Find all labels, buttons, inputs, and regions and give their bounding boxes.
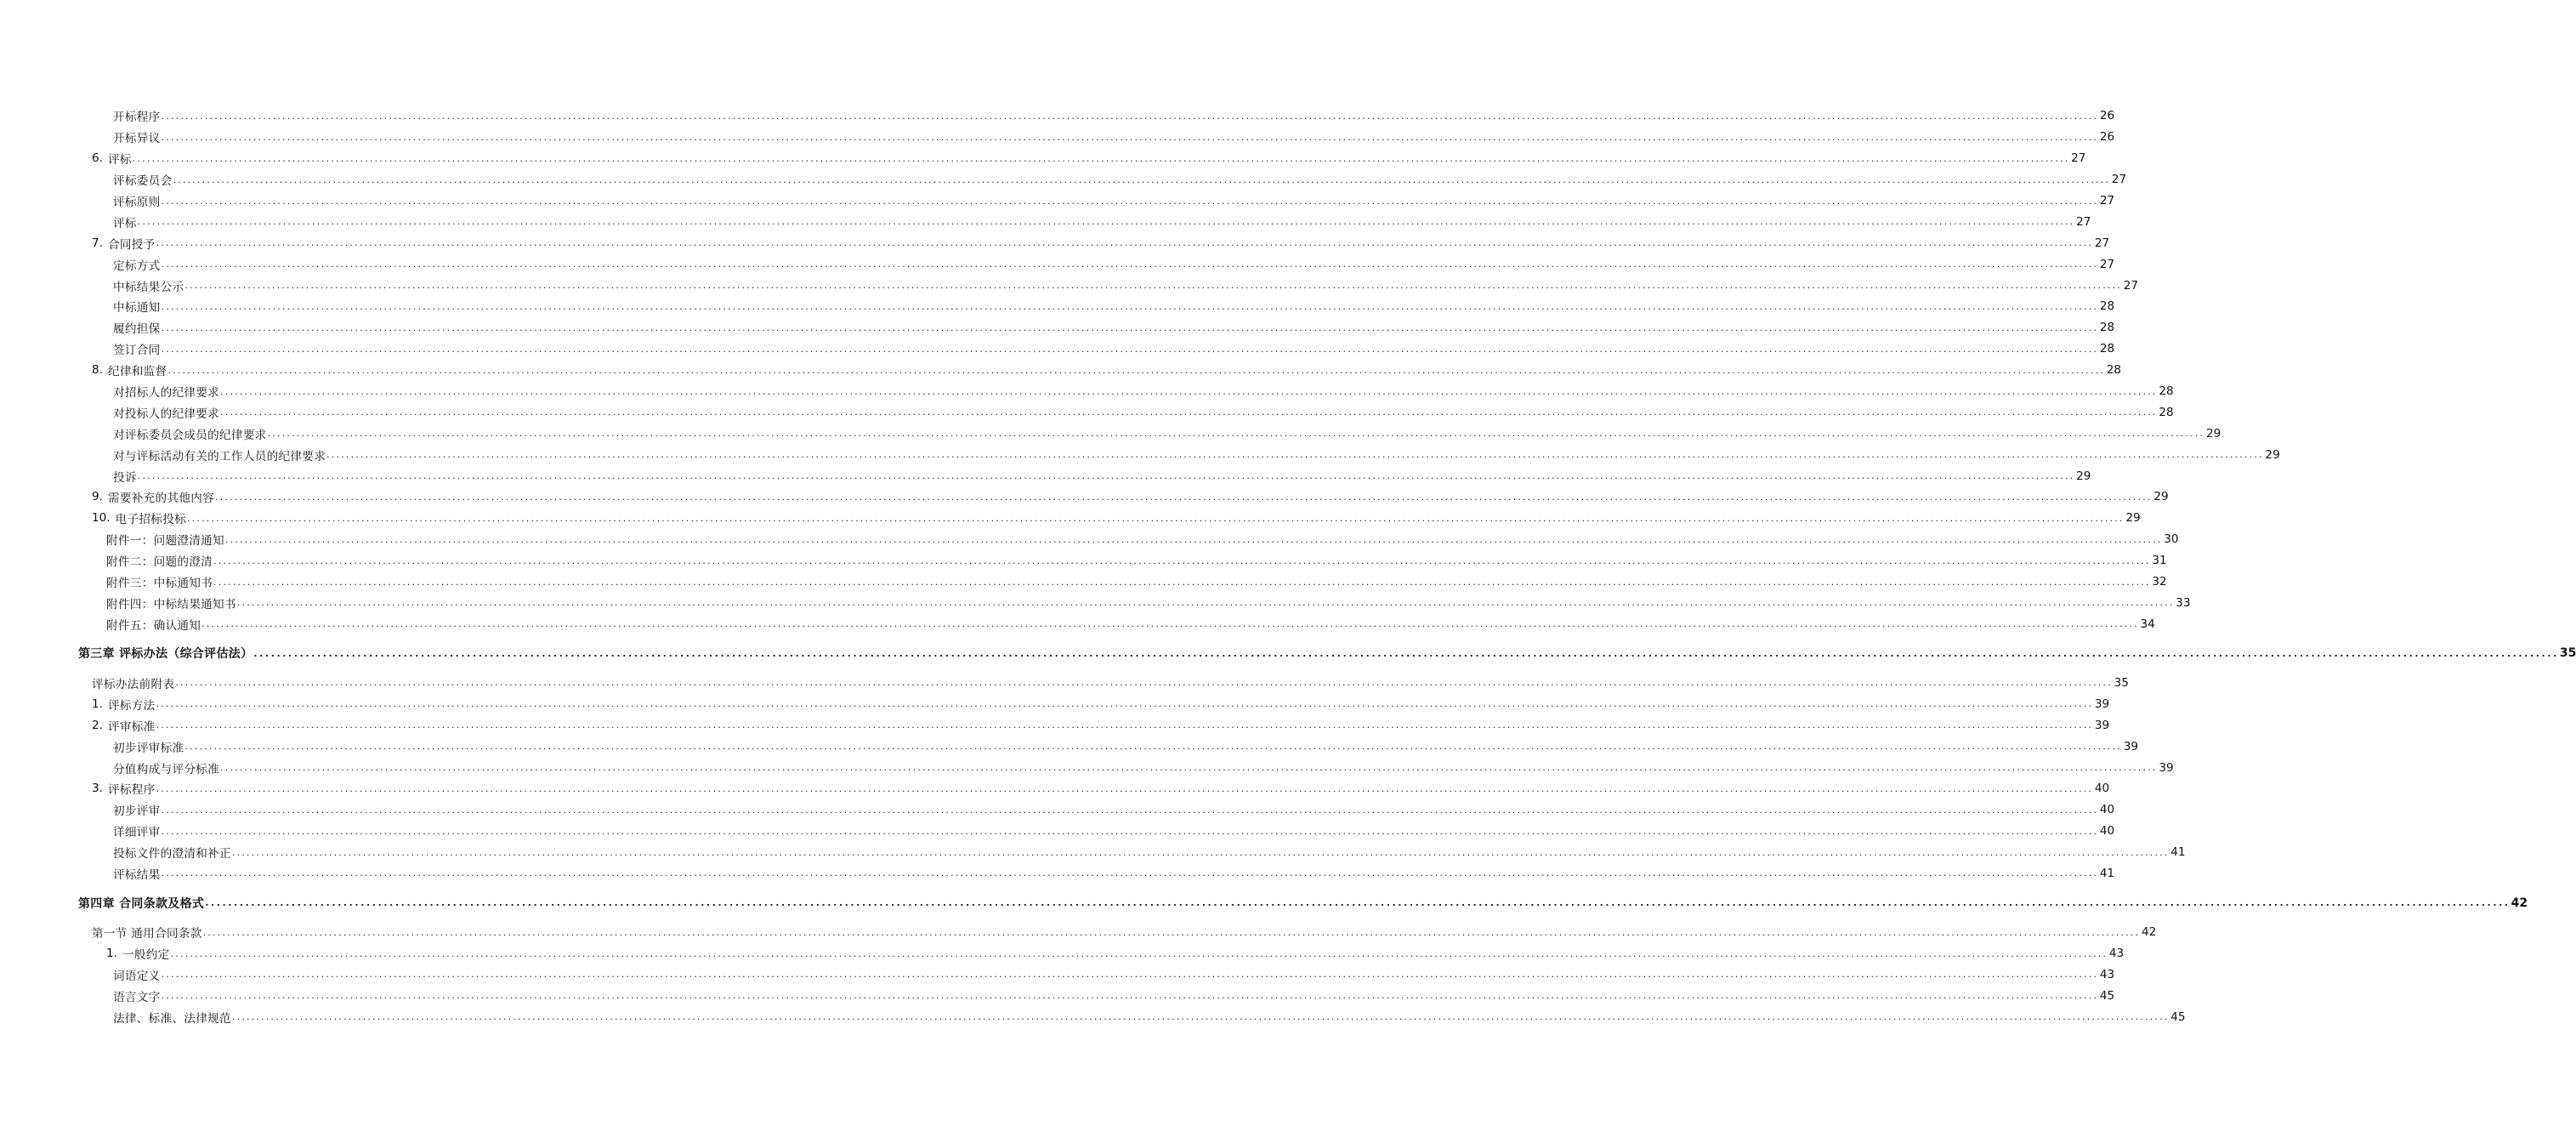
toc-entry-label: 附件二：问题的澄清 — [106, 555, 213, 570]
toc-entry-row[interactable] — [0, 821, 2115, 842]
toc-page-number: 39 — [2123, 739, 2139, 753]
toc-page-number: 30 — [2164, 532, 2179, 547]
toc-entry-row[interactable] — [0, 529, 2179, 550]
toc-dot-leader: ................................................................................................................................................................................................................................................................................................................................................................................................................ — [213, 554, 2151, 566]
toc-entry-row[interactable] — [0, 736, 2139, 757]
toc-page-number: 40 — [2099, 803, 2115, 817]
toc-dot-leader: ................................................................................................................................................................................................................................................................................................................................................................................................................ — [161, 343, 2099, 355]
toc-page-number: 35 — [2559, 646, 2576, 661]
toc-entry-number: 10. — [92, 511, 111, 526]
toc-dot-leader: ................................................................................................................................................................................................................................................................................................................................................................................................................ — [220, 762, 2158, 774]
toc-page-number: 42 — [2142, 925, 2157, 940]
toc-dot-leader: ................................................................................................................................................................................................................................................................................................................................................................................................................ — [161, 195, 2099, 207]
toc-entry-row[interactable] — [0, 296, 2115, 317]
toc-page-number: 43 — [2099, 967, 2115, 981]
toc-page-number: 43 — [2108, 947, 2125, 961]
toc-entry-row[interactable] — [0, 508, 2141, 529]
toc-dot-leader: ................................................................................................................................................................................................................................................................................................................................................................................................................ — [167, 364, 2106, 376]
toc-entry-row[interactable] — [0, 401, 2174, 423]
toc-entry-number: 6. — [92, 151, 103, 166]
toc-entry-label: 语言文字 — [113, 990, 161, 1004]
toc-entry-label: 法律、标准、法律规范 — [113, 1011, 231, 1026]
toc-dot-leader: ................................................................................................................................................................................................................................................................................................................................................................................................................ — [161, 259, 2099, 270]
toc-page-number: 28 — [2106, 363, 2122, 378]
toc-entry-label: 开标异议 — [113, 132, 161, 146]
toc-entry-row[interactable] — [0, 778, 2110, 799]
toc-entry-row[interactable] — [0, 360, 2122, 381]
toc-entry-label: 开标程序 — [113, 111, 161, 125]
toc-entry-label: 定标方式 — [113, 259, 161, 273]
toc-dot-leader: ................................................................................................................................................................................................................................................................................................................................................................................................................ — [156, 698, 2094, 710]
toc-dot-leader: ................................................................................................................................................................................................................................................................................................................................................................................................................ — [161, 321, 2099, 333]
toc-entry-label: 对投标人的纪律要求 — [113, 407, 220, 421]
toc-dot-leader: ................................................................................................................................................................................................................................................................................................................................................................................................................ — [201, 618, 2139, 630]
toc-entry-row[interactable] — [0, 673, 2129, 694]
toc-entry-row[interactable] — [0, 592, 2191, 613]
toc-page-number: 45 — [2099, 988, 2115, 1003]
toc-page-number: 33 — [2176, 595, 2191, 610]
toc-dot-leader: ................................................................................................................................................................................................................................................................................................................................................................................................................ — [326, 449, 2264, 461]
toc-dot-leader: ................................................................................................................................................................................................................................................................................................................................................................................................................ — [224, 533, 2163, 545]
toc-dot-leader: ................................................................................................................................................................................................................................................................................................................................................................................................................ — [161, 131, 2099, 143]
toc-page-number: 29 — [2265, 447, 2280, 462]
toc-entry-row[interactable] — [0, 714, 2110, 736]
toc-dot-leader: ................................................................................................................................................................................................................................................................................................................................................................................................................ — [253, 647, 2559, 659]
toc-page-number: 40 — [2094, 782, 2110, 796]
toc-entry-row[interactable] — [0, 486, 2169, 508]
toc-dot-leader: ................................................................................................................................................................................................................................................................................................................................................................................................................ — [213, 576, 2151, 588]
toc-dot-leader: ................................................................................................................................................................................................................................................................................................................................................................................................................ — [202, 926, 2141, 938]
toc-entry-label: 对招标人的纪律要求 — [113, 386, 220, 401]
toc-entry-row[interactable] — [0, 943, 2125, 964]
toc-page-number: 27 — [2123, 278, 2139, 293]
toc-entry-label: 合同授予 — [107, 237, 156, 252]
toc-entry-row[interactable] — [0, 842, 2186, 863]
toc-entry-row[interactable] — [0, 799, 2115, 821]
toc-entry-label: 评标委员会 — [113, 174, 173, 189]
toc-chapter-row[interactable] — [0, 643, 2576, 664]
toc-entry-label: 附件三：中标通知书 — [106, 577, 213, 591]
toc-dot-leader: ................................................................................................................................................................................................................................................................................................................................................................................................................ — [137, 470, 2075, 482]
toc-entry-label: 词语定义 — [113, 969, 161, 983]
toc-gap — [0, 664, 808, 673]
toc-dot-leader: ................................................................................................................................................................................................................................................................................................................................................................................................................ — [132, 152, 2070, 164]
toc-entry-row[interactable] — [0, 1006, 2186, 1027]
toc-page-number: 27 — [2076, 214, 2091, 229]
toc-dot-leader: ................................................................................................................................................................................................................................................................................................................................................................................................................ — [161, 969, 2099, 981]
toc-entry-row[interactable] — [0, 381, 2174, 402]
toc-page-number: 26 — [2099, 130, 2115, 145]
toc-entry-label: 评标方法 — [107, 698, 156, 713]
toc-entry-label: 评标结果 — [113, 867, 161, 882]
toc-dot-leader: ................................................................................................................................................................................................................................................................................................................................................................................................................ — [184, 280, 2123, 292]
toc-page-number: 26 — [2099, 109, 2115, 123]
toc-entry-number: 9. — [92, 490, 103, 504]
toc-page-number: 42 — [2511, 896, 2528, 910]
toc-entry-label: 对与评标活动有关的工作人员的纪律要求 — [113, 449, 326, 463]
toc-page-number: 39 — [2094, 697, 2110, 711]
toc-entry-row[interactable] — [0, 922, 2157, 943]
toc-entry-label: 签订合同 — [113, 344, 161, 358]
toc-entry-label: 附件五：确认通知 — [106, 618, 201, 633]
toc-dot-leader: ................................................................................................................................................................................................................................................................................................................................................................................................................ — [220, 407, 2158, 418]
toc-dot-leader: ................................................................................................................................................................................................................................................................................................................................................................................................................ — [205, 897, 2511, 909]
toc-page-number: 29 — [2076, 469, 2091, 483]
toc-gap — [0, 634, 808, 643]
toc-entry-label: 详细评审 — [113, 826, 161, 840]
toc-entry-label: 评标 — [107, 153, 132, 168]
toc-entry-number: 2. — [92, 718, 103, 732]
toc-page-number: 28 — [2159, 384, 2174, 399]
toc-entry-row[interactable] — [0, 863, 2115, 884]
toc-dot-leader: ................................................................................................................................................................................................................................................................................................................................................................................................................ — [236, 597, 2175, 609]
table-of-contents — [0, 105, 2576, 1027]
toc-entry-row[interactable] — [0, 465, 2091, 486]
toc-entry-label: 履约担保 — [113, 322, 161, 337]
toc-page-number: 29 — [2125, 511, 2141, 526]
toc-page-number: 27 — [2111, 173, 2127, 187]
toc-chapter-row[interactable] — [0, 892, 2528, 913]
toc-page-number: 27 — [2099, 194, 2115, 208]
toc-page-number: 28 — [2159, 405, 2174, 419]
toc-page-number: 29 — [2205, 426, 2221, 441]
toc-entry-row[interactable] — [0, 985, 2115, 1006]
toc-entry-label: 中标结果公示 — [113, 280, 184, 294]
toc-gap — [0, 913, 808, 922]
toc-dot-leader: ................................................................................................................................................................................................................................................................................................................................................................................................................ — [173, 173, 2111, 185]
toc-dot-leader: ................................................................................................................................................................................................................................................................................................................................................................................................................ — [170, 947, 2108, 959]
toc-dot-leader: ................................................................................................................................................................................................................................................................................................................................................................................................................ — [161, 110, 2099, 122]
toc-entry-number: 7. — [92, 236, 103, 250]
toc-entry-row[interactable] — [0, 757, 2174, 778]
toc-page-number: 39 — [2094, 718, 2110, 732]
toc-entry-row[interactable] — [0, 613, 2155, 634]
toc-page-number: 28 — [2099, 299, 2115, 314]
toc-entry-row[interactable] — [0, 572, 2167, 593]
toc-page-number: 28 — [2099, 321, 2115, 335]
toc-entry-row[interactable] — [0, 338, 2115, 360]
toc-entry-label: 纪律和监督 — [107, 365, 167, 379]
toc-dot-leader: ................................................................................................................................................................................................................................................................................................................................................................................................................ — [215, 491, 2153, 503]
toc-page-number: 31 — [2152, 554, 2167, 568]
toc-page-number: 35 — [2114, 675, 2129, 690]
toc-dot-leader: ................................................................................................................................................................................................................................................................................................................................................................................................................ — [156, 719, 2094, 731]
toc-entry-label: 中标通知 — [113, 301, 161, 316]
toc-entry-row[interactable] — [0, 964, 2115, 985]
toc-entry-row[interactable] — [0, 211, 2091, 232]
toc-entry-label: 对评标委员会成员的纪律要求 — [113, 428, 267, 442]
toc-entry-row[interactable] — [0, 169, 2127, 190]
toc-entry-label: 附件四：中标结果通知书 — [106, 597, 236, 611]
toc-entry-row[interactable] — [0, 317, 2115, 338]
toc-dot-leader: ................................................................................................................................................................................................................................................................................................................................................................................................................ — [187, 512, 2125, 524]
toc-entry-label: 评标办法前附表 — [92, 677, 175, 691]
toc-entry-label: 分值构成与评分标准 — [113, 762, 220, 776]
toc-entry-number: 8. — [92, 363, 103, 378]
toc-entry-label: 电子招标投标 — [115, 513, 186, 527]
toc-entry-row[interactable] — [0, 127, 2115, 148]
toc-entry-number: 1. — [106, 947, 117, 961]
toc-dot-leader: ................................................................................................................................................................................................................................................................................................................................................................................................................ — [175, 677, 2113, 689]
toc-entry-row[interactable] — [0, 232, 2110, 253]
toc-entry-label: 初步评审 — [113, 805, 161, 819]
toc-dot-leader: ................................................................................................................................................................................................................................................................................................................................................................................................................ — [267, 428, 2205, 440]
toc-entry-row[interactable] — [0, 105, 2115, 127]
toc-entry-label: 初步评审标准 — [113, 741, 184, 755]
toc-dot-leader: ................................................................................................................................................................................................................................................................................................................................................................................................................ — [137, 216, 2075, 228]
toc-dot-leader: ................................................................................................................................................................................................................................................................................................................................................................................................................ — [231, 1011, 2170, 1023]
toc-dot-leader: ................................................................................................................................................................................................................................................................................................................................................................................................................ — [156, 782, 2094, 794]
toc-entry-label: 评审标准 — [107, 719, 156, 734]
toc-page-number: 39 — [2159, 760, 2174, 775]
toc-entry-number: 3. — [92, 782, 103, 796]
toc-entry-row[interactable] — [0, 693, 2110, 714]
toc-entry-row[interactable] — [0, 444, 2280, 465]
toc-dot-leader: ................................................................................................................................................................................................................................................................................................................................................................................................................ — [161, 300, 2099, 312]
toc-entry-label: 评标 — [113, 216, 137, 230]
toc-entry-row[interactable] — [0, 148, 2086, 169]
toc-page-number: 27 — [2099, 257, 2115, 271]
toc-entry-row[interactable] — [0, 423, 2221, 444]
toc-entry-row[interactable] — [0, 190, 2115, 212]
toc-entry-label: 投诉 — [113, 470, 137, 485]
toc-page-number: 28 — [2099, 342, 2115, 356]
toc-entry-label: 评标程序 — [107, 783, 156, 798]
toc-page-number: 40 — [2099, 824, 2115, 839]
toc-entry-row[interactable] — [0, 550, 2167, 572]
toc-page-number: 29 — [2153, 490, 2169, 504]
toc-entry-label: 评标原则 — [113, 196, 161, 209]
toc-entry-number: 1. — [92, 697, 103, 711]
toc-dot-leader: ................................................................................................................................................................................................................................................................................................................................................................................................................ — [156, 237, 2094, 249]
toc-entry-label: 附件一：问题澄清通知 — [106, 534, 224, 549]
toc-page-number: 41 — [2099, 866, 2115, 880]
toc-page-number: 41 — [2170, 845, 2186, 860]
toc-entry-label: 第三章 评标办法（综合评估法） — [78, 647, 253, 662]
toc-dot-leader: ................................................................................................................................................................................................................................................................................................................................................................................................................ — [231, 846, 2170, 858]
toc-dot-leader: ................................................................................................................................................................................................................................................................................................................................................................................................................ — [161, 825, 2099, 837]
toc-entry-label: 需要补充的其他内容 — [107, 492, 215, 506]
toc-page-number: 34 — [2140, 617, 2155, 631]
toc-entry-label: 一般约定 — [122, 948, 170, 963]
toc-gap — [0, 884, 808, 892]
toc-entry-row[interactable] — [0, 253, 2115, 275]
toc-entry-label: 投标文件的澄清和补正 — [113, 847, 231, 862]
toc-entry-label: 第四章 合同条款及格式 — [78, 896, 205, 911]
toc-dot-leader: ................................................................................................................................................................................................................................................................................................................................................................................................................ — [161, 804, 2099, 816]
toc-entry-row[interactable] — [0, 275, 2139, 296]
toc-dot-leader: ................................................................................................................................................................................................................................................................................................................................................................................................................ — [161, 990, 2099, 1002]
toc-dot-leader: ................................................................................................................................................................................................................................................................................................................................................................................................................ — [220, 385, 2158, 397]
toc-entry-label: 第一节 通用合同条款 — [92, 927, 202, 941]
toc-page-number: 32 — [2152, 575, 2167, 589]
toc-page-number: 27 — [2094, 236, 2110, 250]
toc-dot-leader: ................................................................................................................................................................................................................................................................................................................................................................................................................ — [184, 741, 2123, 753]
toc-dot-leader: ................................................................................................................................................................................................................................................................................................................................................................................................................ — [161, 867, 2099, 879]
toc-page-number: 27 — [2071, 151, 2086, 166]
toc-page-number: 45 — [2170, 1009, 2186, 1024]
